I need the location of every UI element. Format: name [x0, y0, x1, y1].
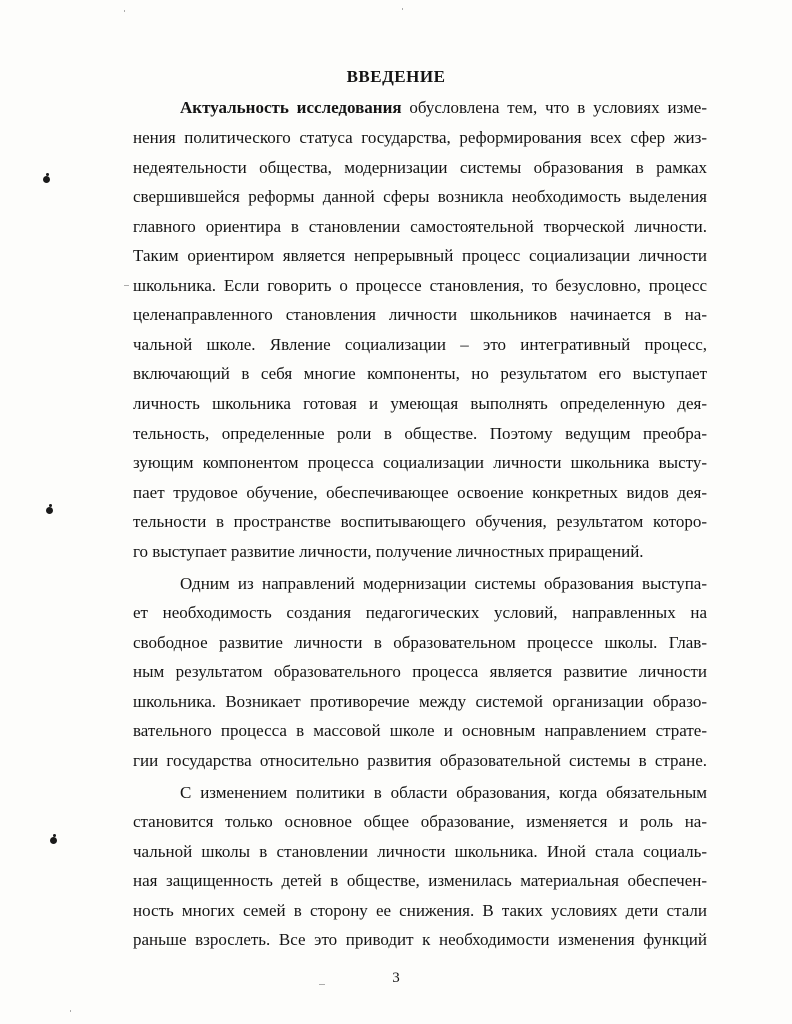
text-line: чальной школы в становлении личности школьника. Иной стала социаль-: [133, 842, 707, 861]
text-line: вательного процесса в массовой школе и основным направлением страте-: [133, 721, 707, 740]
punch-mark-icon: [43, 176, 50, 183]
scan-speck: [402, 8, 403, 10]
text-line: школьника. Возникает противоречие между системой организации образо-: [133, 692, 707, 711]
text-line: личность школьника готовая и умеющая выполнять определенную дея-: [133, 394, 707, 413]
text-line: свершившейся реформы данной сферы возникла необходимость выделения: [133, 187, 707, 206]
text-line: свободное развитие личности в образовательном процессе школы. Глав-: [133, 633, 707, 652]
text-line: нения политического статуса государства, реформирования всех сфер жиз-: [133, 128, 707, 147]
text-line: раньше взрослеть. Все это приводит к необходимости изменения функций: [133, 930, 707, 949]
text-line: ным результатом образовательного процесса является развитие личности: [133, 662, 707, 681]
punch-mark-icon: [50, 837, 57, 844]
page-title: ВВЕДЕНИЕ: [346, 67, 446, 86]
text-line: тельности в пространстве воспитывающего обучения, результатом которо-: [133, 512, 707, 531]
text-line: чальной школе. Явление социализации – это интегративный процесс,: [133, 335, 707, 354]
text-line: пает трудовое обучение, обеспечивающее освоение конкретных видов дея-: [133, 483, 707, 502]
text-line: [180, 97, 707, 119]
text-line: ность многих семей в сторону ее снижения. В таких условиях дети стали: [133, 901, 707, 920]
page-number: 3: [392, 970, 400, 986]
text-line: Одним из направлений модернизации системы образования выступа-: [180, 574, 707, 593]
text-line: целенаправленного становления личности школьников начинается в на-: [133, 305, 707, 324]
scan-speck: [319, 984, 325, 985]
text-line-rest: обусловлена тем, что в условиях изме-: [401, 98, 707, 117]
text-line: включающий в себя многие компоненты, но результатом его выступает: [133, 364, 707, 383]
text-line: главного ориентира в становлении самостоятельной творческой личности.: [133, 217, 707, 236]
bold-lead-phrase: Актуальность исследования: [180, 98, 402, 117]
text-line: го выступает развитие личности, получение личностных приращений.: [133, 542, 644, 561]
scan-speck: [70, 1010, 71, 1012]
text-line: школьника. Если говорить о процессе становления, то безусловно, процесс: [133, 276, 707, 295]
text-line: С изменением политики в области образования, когда обязательным: [180, 783, 707, 802]
text-line: становится только основное общее образование, изменяется и роль на-: [133, 812, 707, 831]
text-line: зующим компонентом процесса социализации личности школьника высту-: [133, 453, 707, 472]
text-line: гии государства относительно развития образовательной системы в стране.: [133, 751, 707, 770]
text-line: недеятельности общества, модернизации системы образования в рамках: [133, 158, 707, 177]
text-line: ная защищенность детей в обществе, изменилась материальная обеспечен-: [133, 871, 707, 890]
text-line: тельность, определенные роли в обществе. Поэтому ведущим преобра-: [133, 424, 707, 443]
text-line: Таким ориентиром является непрерывный процесс социализации личности: [133, 246, 707, 265]
scan-speck: [124, 10, 125, 12]
scan-speck: [124, 285, 129, 286]
punch-mark-icon: [46, 507, 53, 514]
text-line: ет необходимость создания педагогических условий, направленных на: [133, 603, 707, 622]
